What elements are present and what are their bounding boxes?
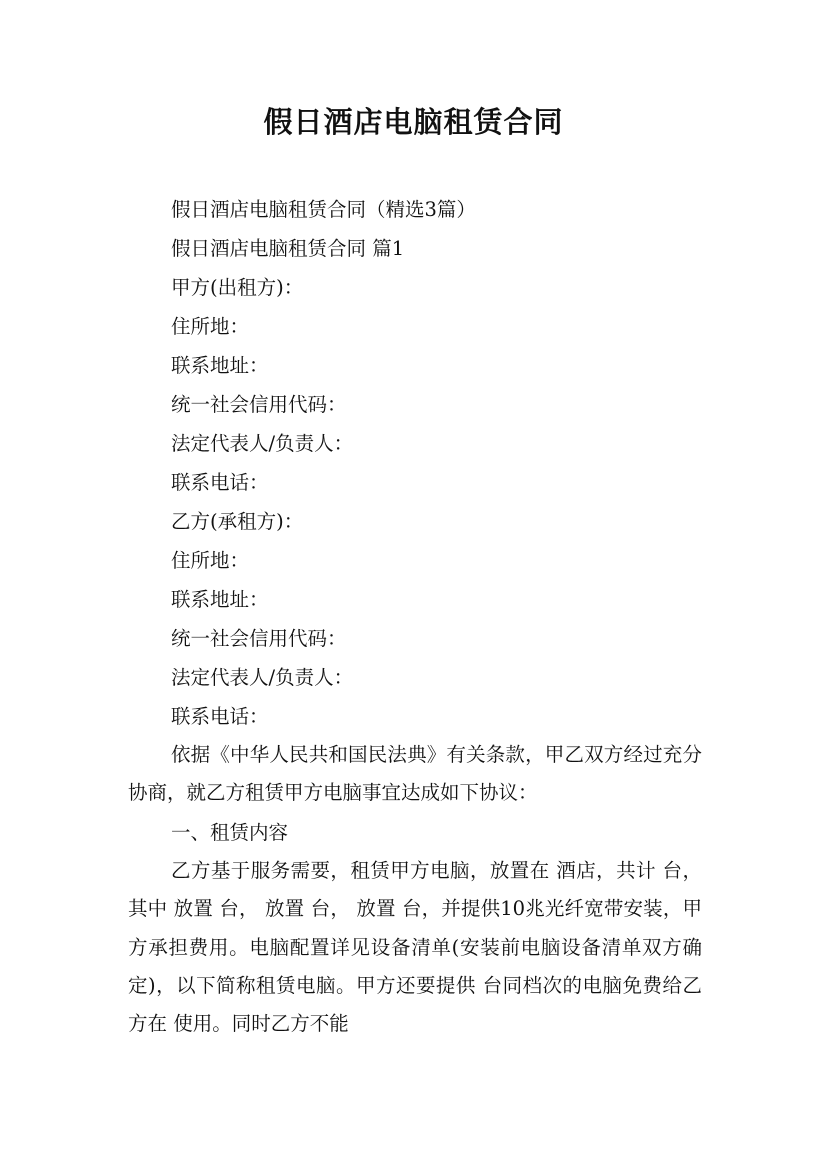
party-b-residence: 住所地：	[171, 549, 250, 572]
contract-subtitle: 假日酒店电脑租赁合同（精选3篇）	[171, 198, 476, 221]
party-a-phone: 联系电话：	[171, 471, 269, 494]
contract-part-heading: 假日酒店电脑租赁合同 篇1	[171, 237, 405, 260]
party-a-credit-code: 统一社会信用代码：	[171, 393, 347, 416]
party-a-representative: 法定代表人/负责人：	[171, 432, 354, 455]
document-title: 假日酒店电脑租赁合同	[263, 105, 564, 139]
document-body	[128, 190, 702, 1044]
section-1-heading: 一、租赁内容	[171, 820, 289, 844]
party-b-address: 联系地址：	[171, 588, 269, 611]
party-a-address: 联系地址：	[171, 354, 269, 377]
party-a-residence: 住所地：	[171, 315, 250, 338]
party-b-label: 乙方(承租方)：	[171, 510, 304, 533]
party-b-credit-code: 统一社会信用代码：	[171, 627, 347, 650]
party-b-representative: 法定代表人/负责人：	[171, 666, 354, 689]
party-a-label: 甲方(出租方)：	[171, 276, 304, 299]
basis-paragraph: 依据《中华人民共和国民法典》有关条款，甲乙双方经过充分协商，就乙方租赁甲方电脑事宜达成如下协议：	[128, 743, 702, 805]
party-b-phone: 联系电话：	[171, 705, 269, 728]
lease-content-paragraph: 乙方基于服务需要，租赁甲方电脑，放置在 酒店，共计 台，其中 放置 台， 放置 台， 放置 台，并提供10兆光纤宽带安装，甲方承担费用。电脑配置详见设备清单(安装前电脑设备清单双方确定)，以下简称租赁电脑。甲方还要提供 台同档次的电脑免费给乙方在 使用。同时乙方不能	[128, 858, 702, 1036]
